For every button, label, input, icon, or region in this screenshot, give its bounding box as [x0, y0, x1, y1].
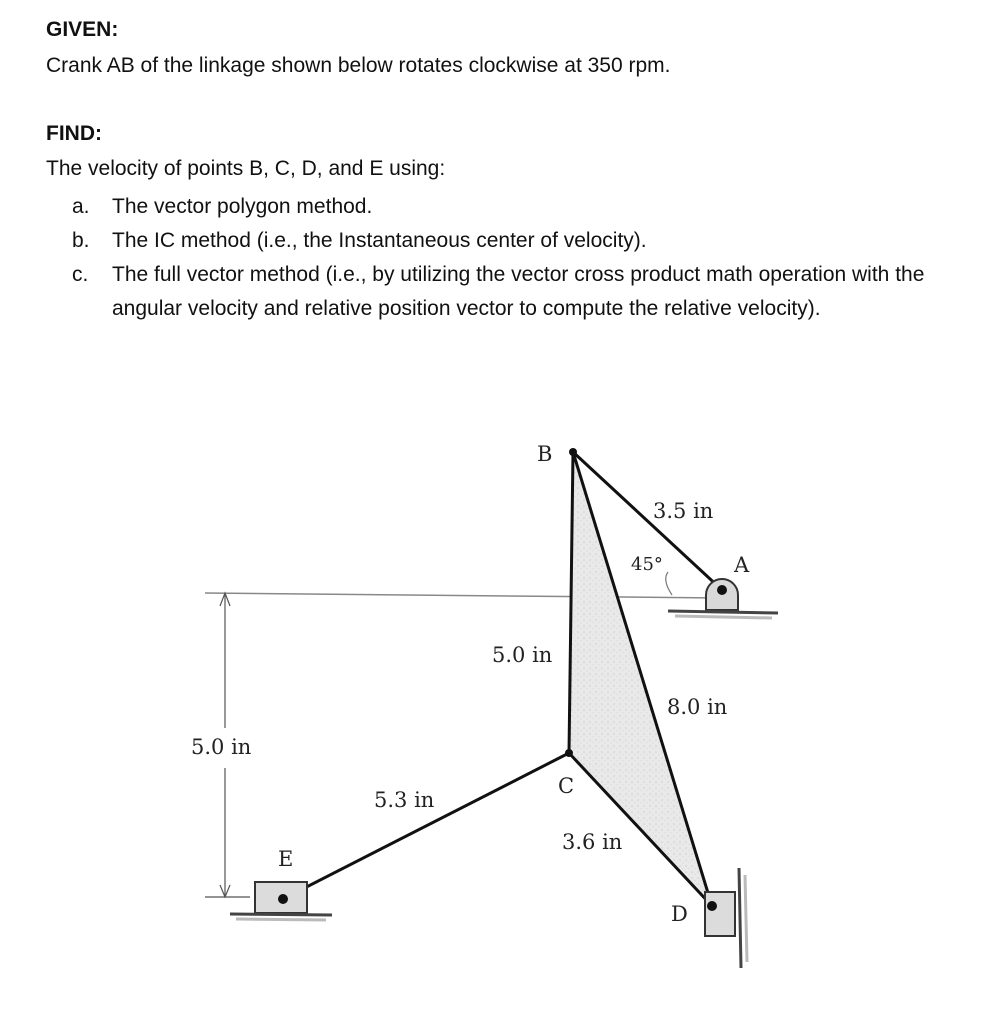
list-marker: a. [72, 195, 90, 218]
given-heading: GIVEN: [46, 18, 119, 41]
dim-bd-label: 8.0 in [667, 695, 728, 719]
slider-d [705, 868, 747, 968]
angle-arc [666, 572, 672, 595]
dim-bc-label: 5.0 in [492, 643, 553, 667]
list-item-text: The IC method (i.e., the Instantaneous center of velocity). [112, 229, 647, 252]
reference-line [205, 593, 720, 598]
label-a: A [734, 553, 750, 577]
dim-height-label: 5.0 in [191, 735, 252, 759]
joint-c [565, 749, 573, 757]
label-e: E [278, 847, 294, 871]
list-marker: c. [72, 263, 89, 286]
list-item-text: The full vector method (i.e., by utilizing the vector cross product math operation with the angular velocity and relative position vector to compute the relative velocity). [112, 263, 925, 320]
given-text: Crank AB of the linkage shown below rotates clockwise at 350 rpm. [46, 54, 671, 77]
dim-ce-label: 5.3 in [374, 788, 435, 812]
link-ce [283, 753, 569, 899]
label-d: D [671, 902, 688, 926]
list-marker: b. [72, 229, 90, 252]
pivot-a [668, 579, 778, 618]
dim-ab-label: 3.5 in [653, 499, 714, 523]
angle-label: 45° [631, 554, 663, 575]
label-c: C [558, 774, 575, 798]
joint-b [569, 448, 577, 456]
label-b: B [537, 442, 553, 466]
dim-cd-label: 3.6 in [562, 830, 623, 854]
find-intro: The velocity of points B, C, D, and E using: [46, 157, 446, 180]
slider-e [230, 882, 332, 920]
list-item-text: The vector polygon method. [112, 195, 373, 218]
find-heading: FIND: [46, 122, 102, 145]
